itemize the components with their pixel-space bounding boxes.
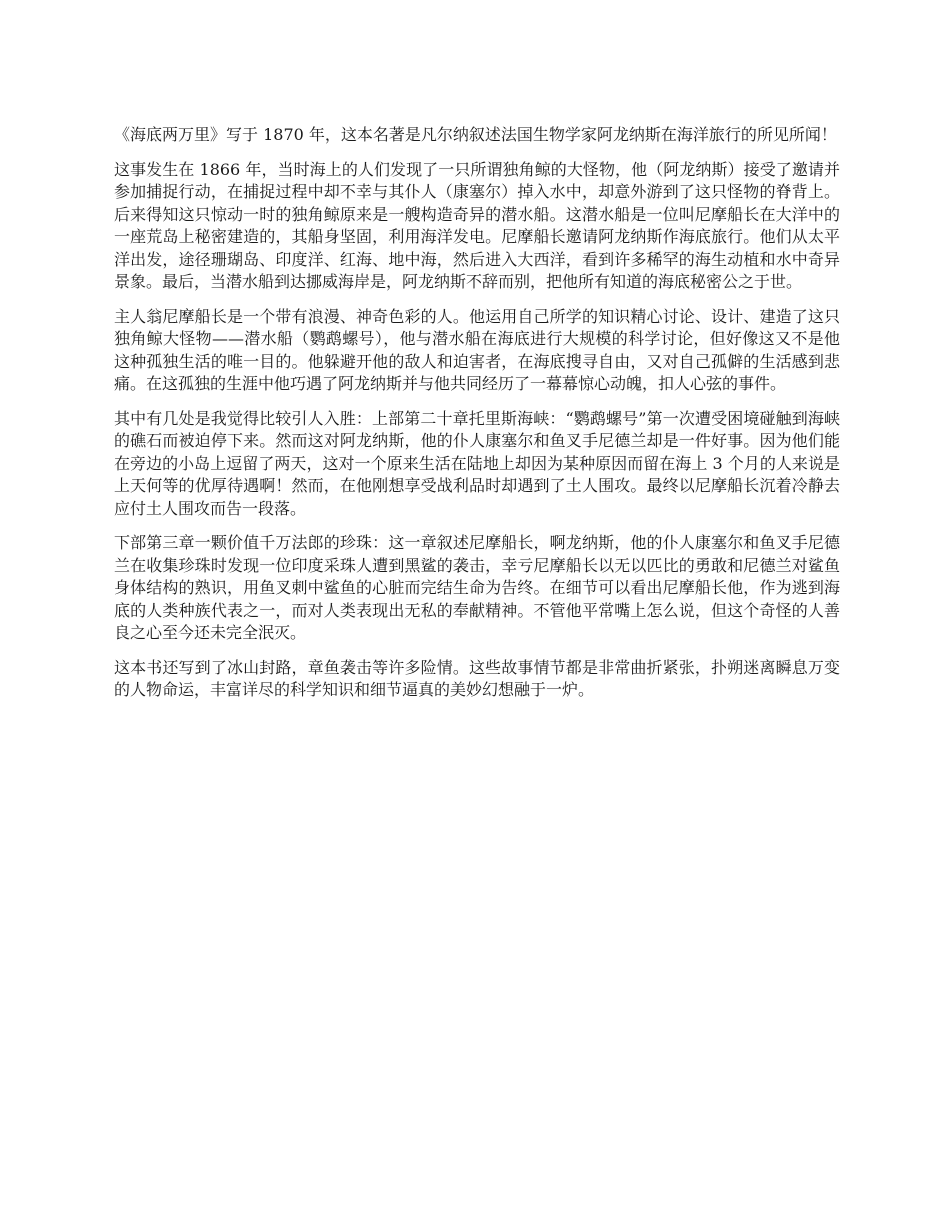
paragraph-captain-nemo: 主人翁尼摩船长是一个带有浪漫、神奇色彩的人。他运用自己所学的知识精心讨论、设计、建造了这只独角鲸大怪物——潜水船（鹦鹉螺号），他与潜水船在海底进行大规模的科学讨论，但好像这又不是他这种孤独生活的唯一目的。他躲避开他的敌人和迫害者，在海底搜寻自由，又对自己孤僻的生活感到悲痛。在这孤独的生涯中他巧遇了阿龙纳斯并与他共同经历了一幕幕惊心动魄，扣人心弦的事件。 (114, 306, 840, 393)
paragraph-intro: 《海底两万里》写于 1870 年，这本名著是凡尔纳叙述法国生物学家阿龙纳斯在海洋旅行的所见所闻！ (114, 125, 837, 144)
document-body (114, 124, 840, 714)
paragraph-pearl-chapter: 下部第三章一颗价值千万法郎的珍珠：这一章叙述尼摩船长，啊龙纳斯，他的仆人康塞尔和鱼叉手尼德兰在收集珍珠时发现一位印度采珠人遭到黑鲨的袭击，幸亏尼摩船长以无以匹比的勇敢和尼德兰对鲨鱼身体结构的熟识，用鱼叉刺中鲨鱼的心脏而完结生命为告终。在细节可以看出尼摩船长他，作为逃到海底的人类种族代表之一，而对人类表现出无私的奉献精神。不管他平常嘴上怎么说，但这个奇怪的人善良之心至今还未完全泯灭。 (114, 533, 840, 642)
paragraph-torres-strait: 其中有几处是我觉得比较引人入胜：上部第二十章托里斯海峡：“鹦鹉螺号”第一次遭受困境碰触到海峡的礁石而被迫停下来。然而这对阿龙纳斯，他的仆人康塞尔和鱼叉手尼德兰却是一件好事。因为他们能在旁边的小岛上逗留了两天，这对一个原来生活在陆地上却因为某种原因而留在海上 3 个月的人来说是上天何等的优厚待遇啊！然而，在他刚想享受战利品时却遇到了土人围攻。最终以尼摩船长沉着冷静去应付土人围攻而告一段落。 (114, 408, 840, 518)
paragraph-plot-summary: 这事发生在 1866 年，当时海上的人们发现了一只所谓独角鲸的大怪物，他（阿龙纳斯）接受了邀请并参加捕捉行动，在捕捉过程中却不幸与其仆人（康塞尔）掉入水中，却意外游到了这只怪物的脊背上。后来得知这只惊动一时的独角鲸原来是一艘构造奇异的潜水船。这潜水船是一位叫尼摩船长在大洋中的一座荒岛上秘密建造的，其船身坚固，利用海洋发电。尼摩船长邀请阿龙纳斯作海底旅行。他们从太平洋出发，途径珊瑚岛、印度洋、红海、地中海，然后进入大西洋，看到许多稀罕的海生动植和水中奇异景象。最后，当潜水船到达挪威海岸是，阿龙纳斯不辞而别，把他所有知道的海底秘密公之于世。 (114, 159, 840, 291)
paragraph-conclusion: 这本书还写到了冰山封路，章鱼袭击等许多险情。这些故事情节都是非常曲折紧张，扑朔迷离瞬息万变的人物命运，丰富详尽的科学知识和细节逼真的美妙幻想融于一炉。 (114, 657, 840, 699)
